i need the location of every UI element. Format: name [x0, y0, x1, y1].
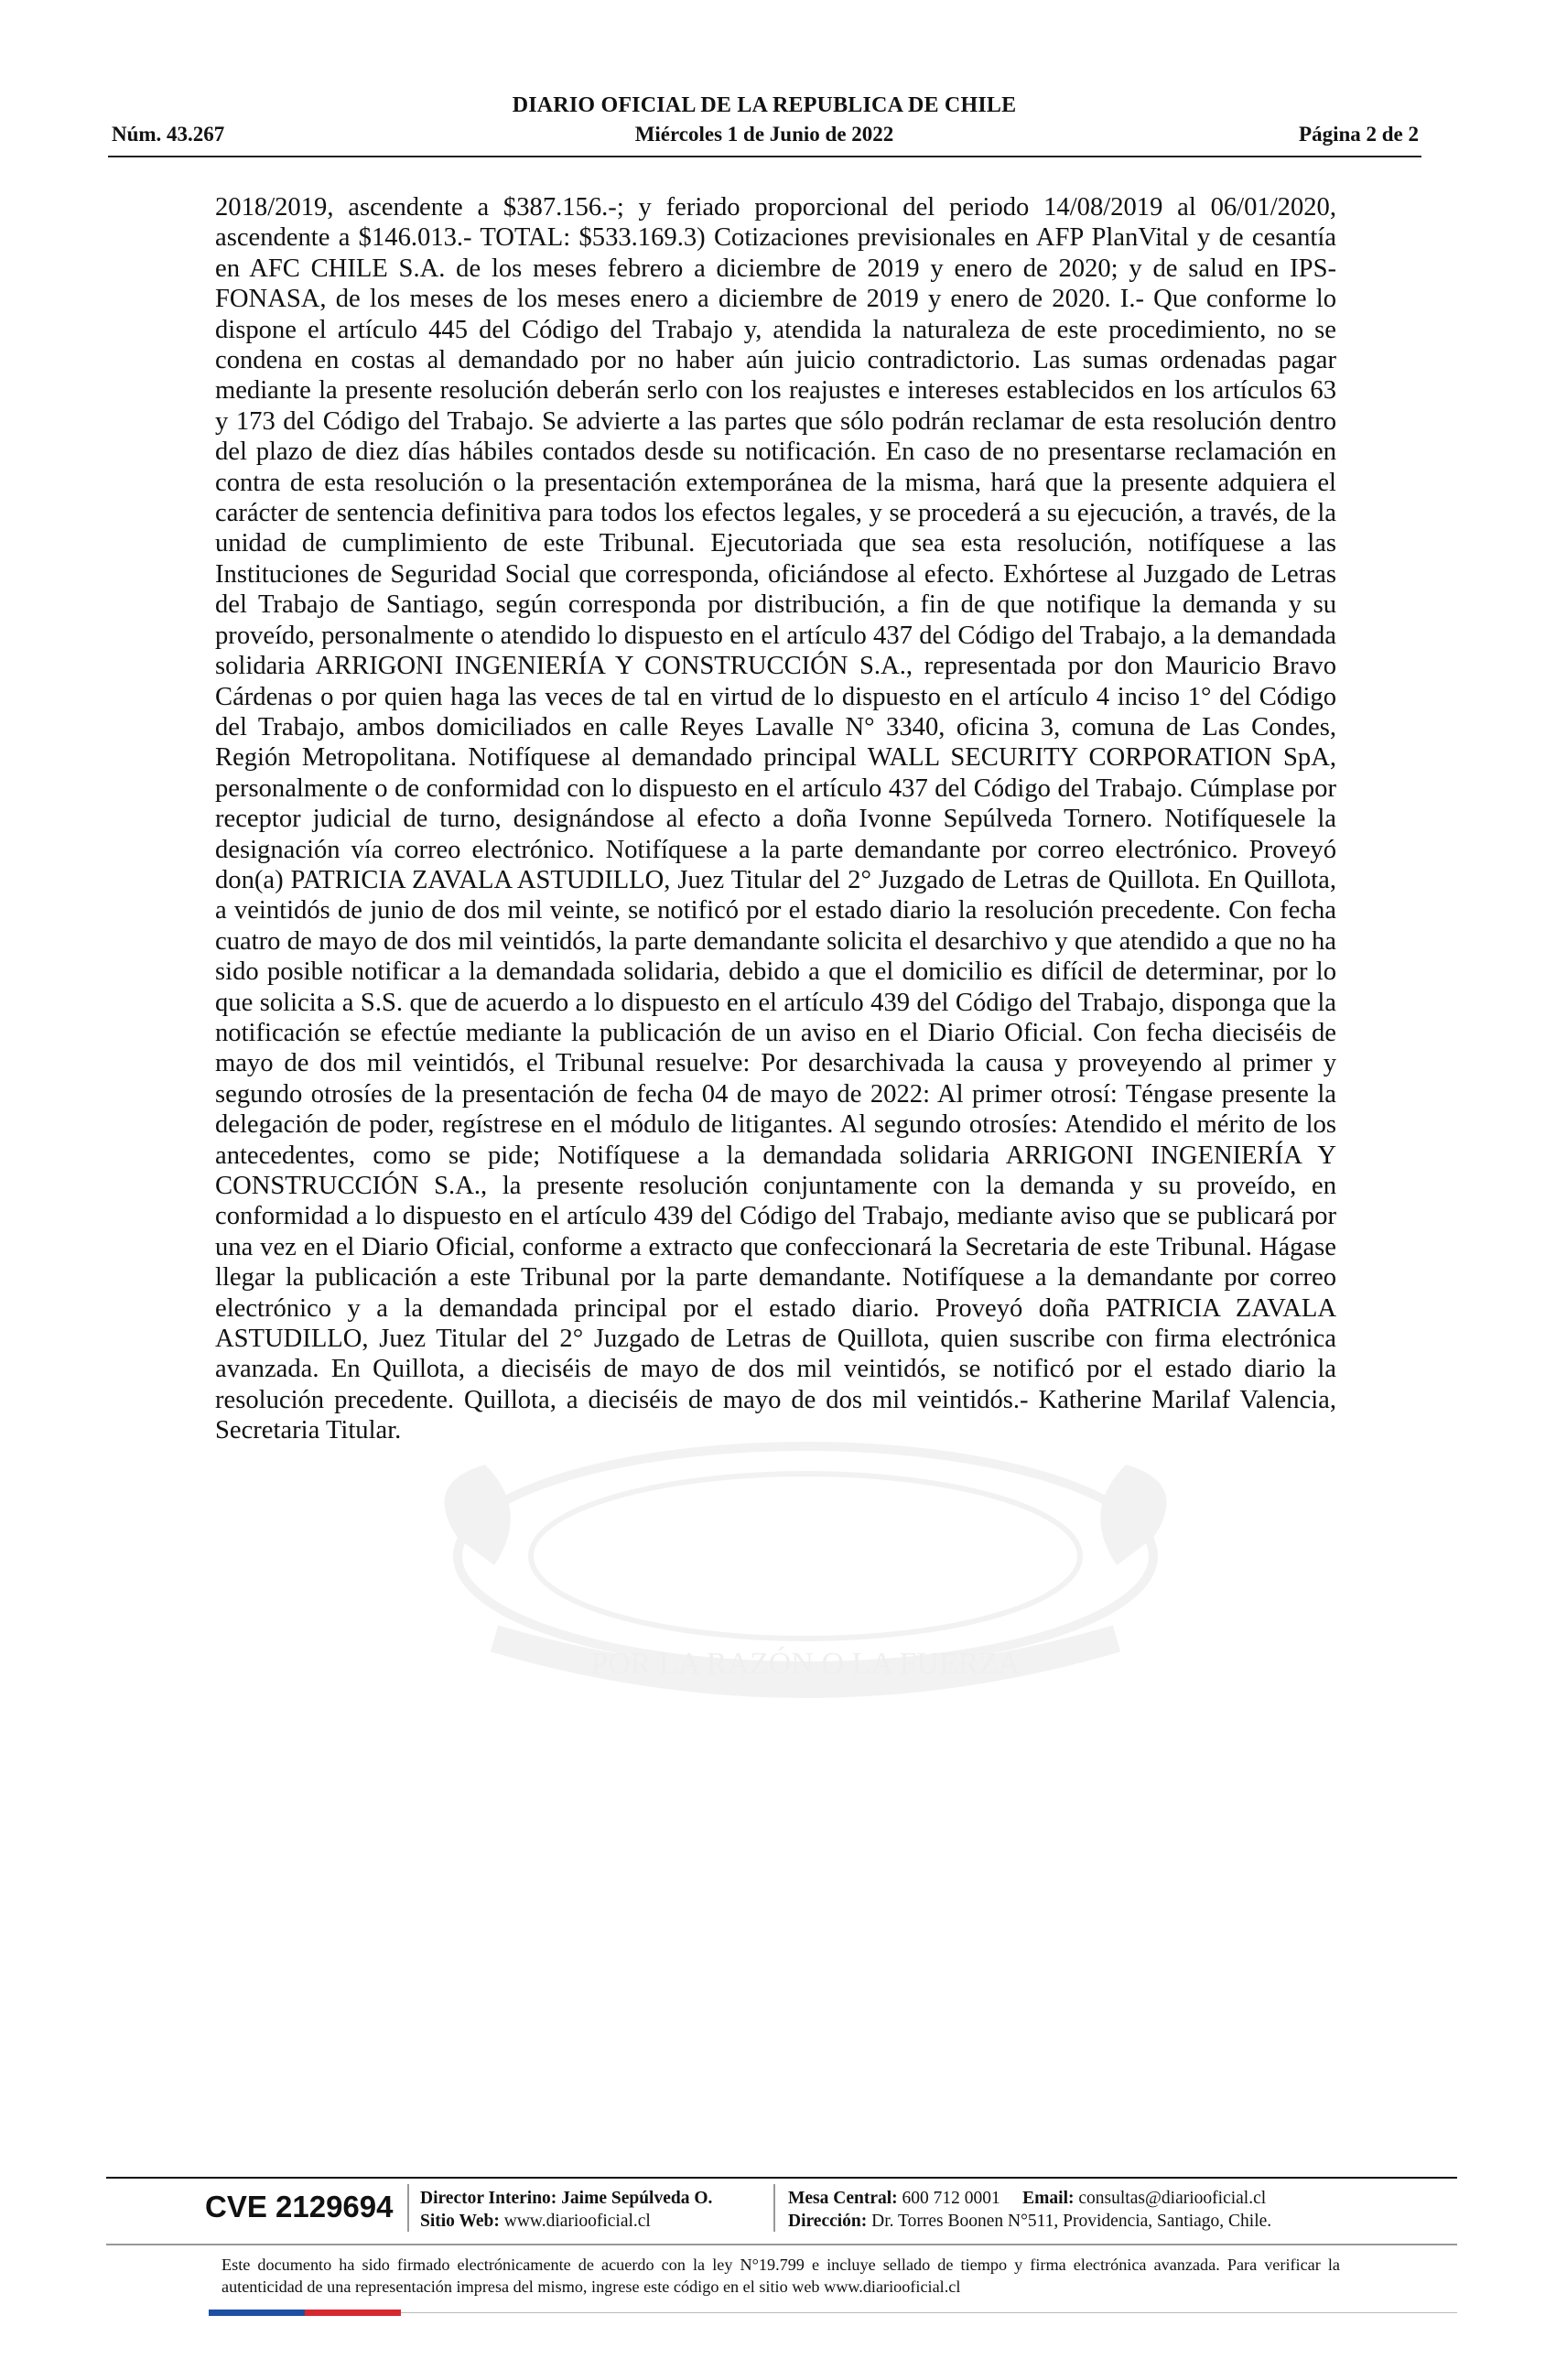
chile-flag-bar — [209, 2310, 401, 2316]
address-label: Dirección: — [788, 2212, 868, 2231]
footer-divider — [106, 2177, 1457, 2179]
central-label: Mesa Central: — [788, 2189, 898, 2208]
footer-separator — [407, 2184, 409, 2232]
footer-separator — [773, 2184, 775, 2232]
page-number: Página 2 de 2 — [1299, 123, 1419, 146]
issue-date: Miércoles 1 de Junio de 2022 — [634, 123, 894, 146]
issue-number: Núm. 43.267 — [112, 123, 225, 146]
site-link[interactable]: www.diariooficial.cl — [503, 2212, 651, 2231]
cve-code: CVE 2129694 — [205, 2190, 394, 2223]
document-body — [215, 192, 1336, 1446]
email-link[interactable]: consultas@diariooficial.cl — [1078, 2189, 1267, 2208]
publication-title: DIARIO OFICIAL DE LA REPUBLICA DE CHILE — [512, 93, 1017, 117]
coat-of-arms-watermark — [384, 1428, 1226, 1721]
footer-contact-block — [788, 2187, 1271, 2233]
flag-red-segment — [305, 2310, 401, 2316]
director-label: Director Interino: Jaime Sepúlveda O. — [420, 2189, 713, 2208]
legal-notice: Este documento ha sido firmado electrónicamente de acuerdo con la ley N°19.799 e incluye sellado de tiempo y firma electrónica avanzada. Para verificar la autenticidad de una representación impresa del mismo, ingrese este código en el sitio web www.diariooficial.cl — [222, 2256, 1340, 2296]
bottom-rule — [401, 2312, 1457, 2313]
flag-blue-segment — [209, 2310, 305, 2316]
page-header — [110, 92, 1419, 156]
footer-director-block — [420, 2187, 712, 2233]
address-value: Dr. Torres Boonen N°511, Providencia, Santiago, Chile. — [871, 2212, 1272, 2231]
body-paragraph: 2018/2019, ascendente a $387.156.-; y feriado proporcional del periodo 14/08/2019 al 06/01/2020, ascendente a $146.013.- TOTAL: $533.169.3) Cotizaciones previsionales en AFP PlanVital y de cesantía en AFC CHILE S.A. de los meses febrero a diciembre de 2019 y enero de 2020; y de salud en IPS-FONASA, de los meses de los meses enero a diciembre de 2019 y enero de 2020. I.- Que conforme lo dispone el artículo 445 del Código del Trabajo y, atendida la naturaleza de este procedimiento, no se condena en costas al demandado por no haber aún juicio contradictorio. Las sumas ordenadas pagar mediante la presente resolución deberán serlo con los reajustes e intereses establecidos en los artículos 63 y 173 del Código del Trabajo. Se advierte a las partes que sólo podrán reclamar de esta resolución dentro del plazo de diez días hábiles contados desde su notificación. En caso de no presentarse reclamación en contra de esta resolución o la presentación extemporánea de la misma, hará que la presente adquiera el carácter de sentencia definitiva para todos los efectos legales, y se procederá a su ejecución, a través, de la unidad de cumplimiento de este Tribunal. Ejecutoriada que sea esta resolución, notifíquese a las Instituciones de Seguridad Social que corresponda, oficiándose al efecto. Exhórtese al Juzgado de Letras del Trabajo de Santiago, según corresponda por distribución, a fin de que notifique la demanda y su proveído, personalmente o atendido lo dispuesto en el artículo 437 del Código del Trabajo, a la demandada solidaria ARRIGONI INGENIERÍA Y CONSTRUCCIÓN S.A., representada por don Mauricio Bravo Cárdenas o por quien haga las veces de tal en virtud de lo dispuesto en el artículo 4 inciso 1° del Código del Trabajo, ambos domiciliados en calle Reyes Lavalle N° 3340, oficina 3, comuna de Las Condes, Región Metropolitana. Notifíquese al demandado principal WALL SECURITY CORPORATION SpA, personalmente o de conformidad con lo dispuesto en el artículo 437 del Código del Trabajo. Cúmplase por receptor judicial de turno, designándose al efecto a doña Ivonne Sepúlveda Tornero. Notifíquesele la designación vía correo electrónico. Notifíquese a la parte demandante por correo electrónico. Proveyó don(a) PATRICIA ZAVALA ASTUDILLO, Juez Titular del 2° Juzgado de Letras de Quillota. En Quillota, a veintidós de junio de dos mil veinte, se notificó por el estado diario la resolución precedente. Con fecha cuatro de mayo de dos mil veintidós, la parte demandante solicita el desarchivo y que atendido a que no ha sido posible notificar a la demandada solidaria, debido a que el domicilio es difícil de determinar, por lo que solicita a S.S. que de acuerdo a lo dispuesto en el artículo 439 del Código del Trabajo, disponga que la notificación se efectúe mediante la publicación de un aviso en el Diario Oficial. Con fecha dieciséis de mayo de dos mil veintidós, el Tribunal resuelve: Por desarchivada la causa y proveyendo al primer y segundo otrosíes de la presentación de fecha 04 de mayo de 2022: Al primer otrosí: Téngase presente la delegación de poder, regístrese en el módulo de litigantes. Al segundo otrosíes: Atendido el mérito de los antecedentes, como se pide; Notifíquese a la demandada solidaria ARRIGONI INGENIERÍA Y CONSTRUCCIÓN S.A., la presente resolución conjuntamente con la demanda y su proveído, en conformidad a lo dispuesto en el artículo 439 del Código del Trabajo, mediante aviso que se publicará por una vez en el Diario Oficial, conforme a extracto que confeccionará la Secretaria de este Tribunal. Hágase llegar la publicación a este Tribunal por la parte demandante. Notifíquese a la demandante por correo electrónico y a la demandada principal por el estado diario. Proveyó doña PATRICIA ZAVALA ASTUDILLO, Juez Titular del 2° Juzgado de Letras de Quillota, quien suscribe con firma electrónica avanzada. En Quillota, a dieciséis de mayo de dos mil veintidós, se notificó por el estado diario la resolución precedente. Quillota, a dieciséis de mayo de dos mil veintidós.- Katherine Marilaf Valencia, Secretaria Titular. — [215, 193, 1336, 1445]
watermark-motto: POR LA RAZÓN O LA FUERZA — [590, 1647, 1021, 1681]
footer-divider-2 — [106, 2244, 1457, 2245]
site-label: Sitio Web: — [420, 2212, 500, 2231]
email-label: Email: — [1022, 2189, 1075, 2208]
header-divider — [108, 156, 1421, 157]
central-value: 600 712 0001 — [902, 2189, 1000, 2208]
